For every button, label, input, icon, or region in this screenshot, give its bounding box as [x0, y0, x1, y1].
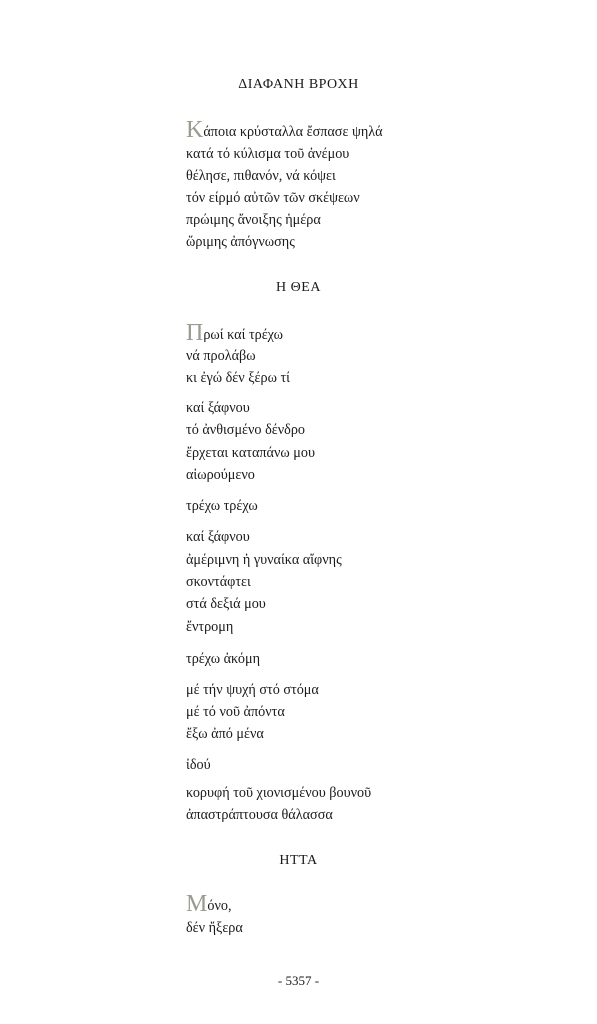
poem-line: θέλησε, πιθανόν, νά κόψει	[186, 168, 336, 184]
poem-title-itta: ΗΤΤΑ	[279, 853, 318, 868]
poem-first-line	[186, 118, 383, 142]
poem-line: σκοντάφτει	[186, 574, 251, 590]
poem-line: τρέχω τρέχω	[186, 498, 258, 514]
poem-line: καί ξάφνου	[186, 529, 250, 545]
poem-line: ἰδού	[186, 757, 211, 773]
poem-line: δέν ἤξερα	[186, 920, 243, 936]
poem-first-line	[186, 892, 232, 916]
page-number: - 5357 -	[277, 973, 320, 988]
poem-line: καί ξάφνου	[186, 400, 250, 416]
poem-line: κορυφή τοῦ χιονισμένου βουνοῦ	[186, 785, 372, 801]
poem-line: τρέχω ἀκόμη	[186, 651, 260, 667]
first-line-text: άποια κρύσταλλα ἔσπασε ψηλά	[203, 124, 383, 140]
drop-cap-letter: Μ	[186, 891, 208, 917]
first-line-text: ρωί καί τρέχω	[203, 327, 284, 343]
poem-title-i-thea: Η ΘΕΑ	[276, 280, 321, 295]
poem-line: στά δεξιά μου	[186, 596, 266, 612]
poem-line: ὥριμης ἀπόγνωσης	[186, 234, 295, 250]
poem-line: ἀπαστράπτουσα θάλασσα	[186, 807, 333, 823]
poem-line: νά προλάβω	[186, 348, 256, 364]
poem-line: πρώιμης ἄνοιξης ἡμέρα	[186, 212, 321, 228]
poem-line: κι ἐγώ δέν ξέρω τί	[186, 370, 290, 386]
poem-line: κατά τό κύλισμα τοῦ ἀνέμου	[186, 146, 350, 162]
poem-title-diafani-vroxi: ΔΙΑΦΑΝΗ ΒΡΟΧΗ	[238, 77, 359, 92]
first-line-text: όνο,	[207, 898, 232, 914]
poem-line: ἔρχεται καταπάνω μου	[186, 445, 316, 461]
poem-line: αἰωρούμενο	[186, 467, 255, 483]
poem-line: μέ τήν ψυχή στό στόμα	[186, 682, 319, 698]
drop-cap-letter: Κ	[186, 117, 204, 143]
poem-line: μέ τό νοῦ ἀπόντα	[186, 704, 285, 720]
poem-line: ἔξω ἀπό μένα	[186, 726, 264, 742]
poem-first-line	[186, 321, 283, 345]
drop-cap-letter: Π	[186, 320, 204, 346]
poem-line: τόν είρμό αὐτῶν τῶν σκέψεων	[186, 190, 360, 206]
poem-line: ἀμέριμνη ἡ γυναίκα αἴφνης	[186, 552, 342, 568]
poem-line: ἔντρομη	[186, 619, 234, 635]
poem-line: τό ἀνθισμένο δένδρο	[186, 422, 305, 438]
